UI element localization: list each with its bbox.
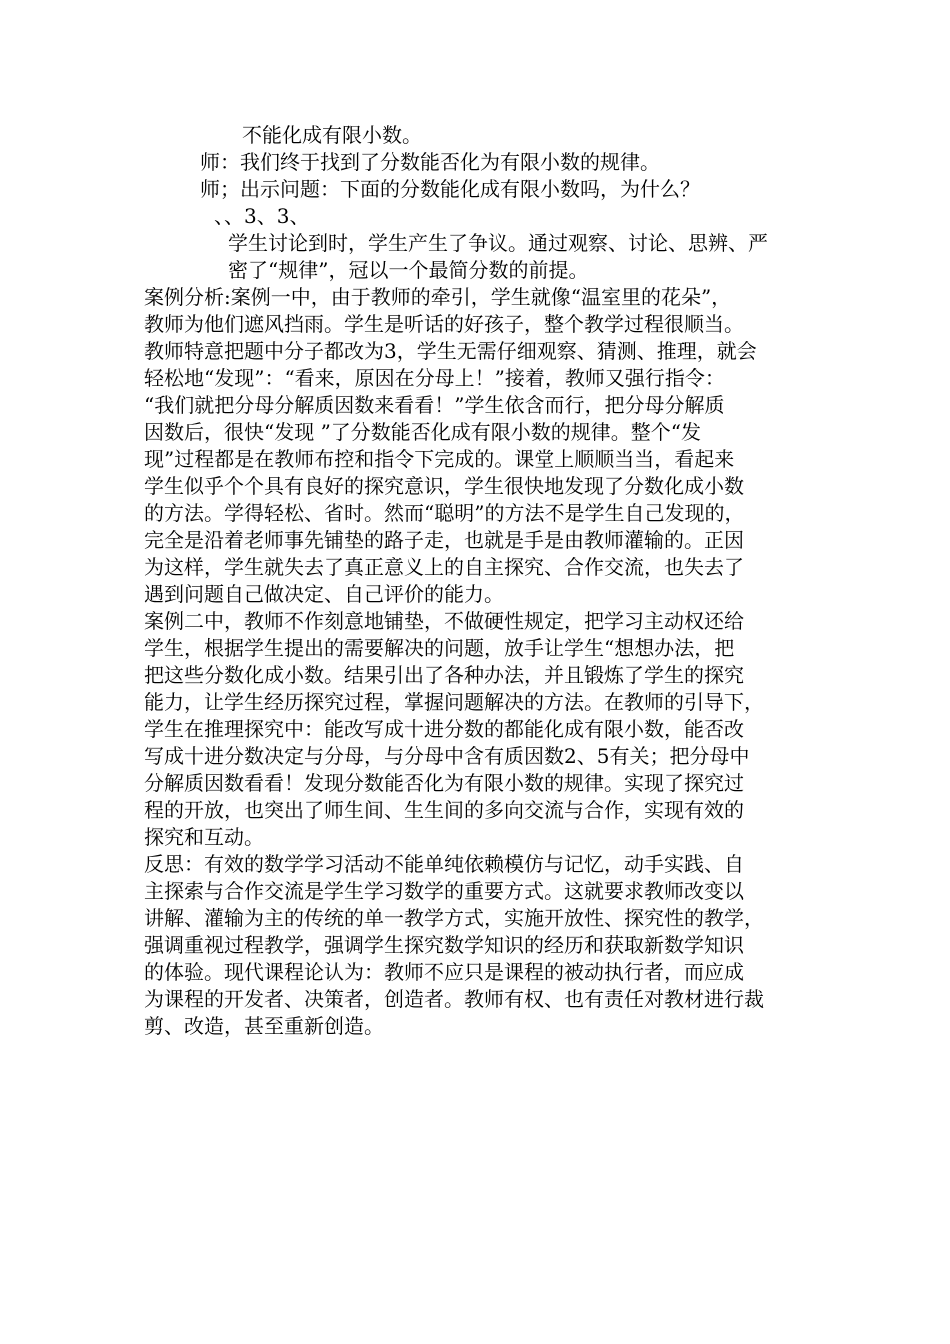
analysis-line-7: 现”过程都是在教师布控和指令下完成的。课堂上顺顺当当，看起来	[144, 447, 735, 471]
intro-line-1: 不能化成有限小数。	[242, 123, 422, 147]
analysis-line-12: 遇到问题自己做决定、自己评价的能力。	[144, 582, 504, 606]
intro-line-2: 师：我们终于找到了分数能否化为有限小数的规律。	[200, 150, 660, 174]
analysis-line-3: 教师特意把题中分子都改为3，学生无需仔细观察、猜测、推理，就会	[144, 339, 757, 363]
case-two-line-6: 写成十进分数决定与分母，与分母中含有质因数2、5有关；把分母中	[144, 744, 750, 768]
reflection-line-3: 讲解、灌输为主的传统的单一教学方式，实施开放性、探究性的教学，	[144, 906, 764, 930]
reflection-line-2: 主探索与合作交流是学生学习数学的重要方式。这就要求教师改变以	[144, 879, 744, 903]
analysis-line-9: 的方法。学得轻松、省时。然而“聪明”的方法不是学生自己发现的，	[144, 501, 745, 525]
analysis-line-11: 为这样，学生就失去了真正意义上的自主探究、合作交流，也失去了	[144, 555, 744, 579]
case-two-line-5: 学生在推理探究中：能改写成十进分数的都能化成有限小数，能否改	[144, 717, 744, 741]
reflection-line-7: 剪、改造，甚至重新创造。	[144, 1014, 384, 1038]
case-two-line-2: 学生，根据学生提出的需要解决的问题，放手让学生“想想办法，把	[144, 636, 735, 660]
intro-line-5: 学生讨论到时，学生产生了争议。通过观察、讨论、思辨、严	[228, 231, 768, 255]
case-two-line-9: 探究和互动。	[144, 825, 264, 849]
analysis-line-6: 因数后，很快“发现 ”了分数能否化成有限小数的规律。整个“发	[144, 420, 702, 444]
reflection-line-5: 的体验。现代课程论认为：教师不应只是课程的被动执行者，而应成	[144, 960, 744, 984]
intro-line-4: 、、3、3、	[214, 204, 310, 228]
intro-line-3: 师；出示问题：下面的分数能化成有限小数吗，为什么？	[200, 177, 700, 201]
analysis-line-8: 学生似乎个个具有良好的探究意识，学生很快地发现了分数化成小数	[144, 474, 744, 498]
analysis-line-1: 案例分析:案例一中，由于教师的牵引，学生就像“温室里的花朵”，	[144, 285, 732, 309]
analysis-line-5: “我们就把分母分解质因数来看看！”学生依含而行，把分母分解质	[144, 393, 725, 417]
case-two-line-7: 分解质因数看看！发现分数能否化为有限小数的规律。实现了探究过	[144, 771, 744, 795]
analysis-line-4: 轻松地“发现”：“看来，原因在分母上！”接着，教师又强行指令：	[144, 366, 725, 390]
reflection-line-1: 反思：有效的数学学习活动不能单纯依赖模仿与记忆，动手实践、自	[144, 852, 744, 876]
case-two-line-3: 把这些分数化成小数。结果引出了各种办法，并且锻炼了学生的探究	[144, 663, 744, 687]
case-two-line-8: 程的开放，也突出了师生间、生生间的多向交流与合作，实现有效的	[144, 798, 744, 822]
intro-line-6: 密了“规律”，冠以一个最简分数的前提。	[228, 258, 589, 282]
reflection-line-6: 为课程的开发者、决策者，创造者。教师有权、也有责任对教材进行裁	[144, 987, 764, 1011]
analysis-line-2: 教师为他们遮风挡雨。学生是听话的好孩子，整个教学过程很顺当。	[144, 312, 744, 336]
analysis-line-10: 完全是沿着老师事先铺垫的路子走，也就是手是由教师灌输的。正因	[144, 528, 744, 552]
case-two-line-1: 案例二中，教师不作刻意地铺垫，不做硬性规定，把学习主动权还给	[144, 609, 744, 633]
case-two-line-4: 能力，让学生经历探究过程，掌握问题解决的方法。在教师的引导下，	[144, 690, 764, 714]
reflection-line-4: 强调重视过程教学，强调学生探究数学知识的经历和获取新数学知识	[144, 933, 744, 957]
